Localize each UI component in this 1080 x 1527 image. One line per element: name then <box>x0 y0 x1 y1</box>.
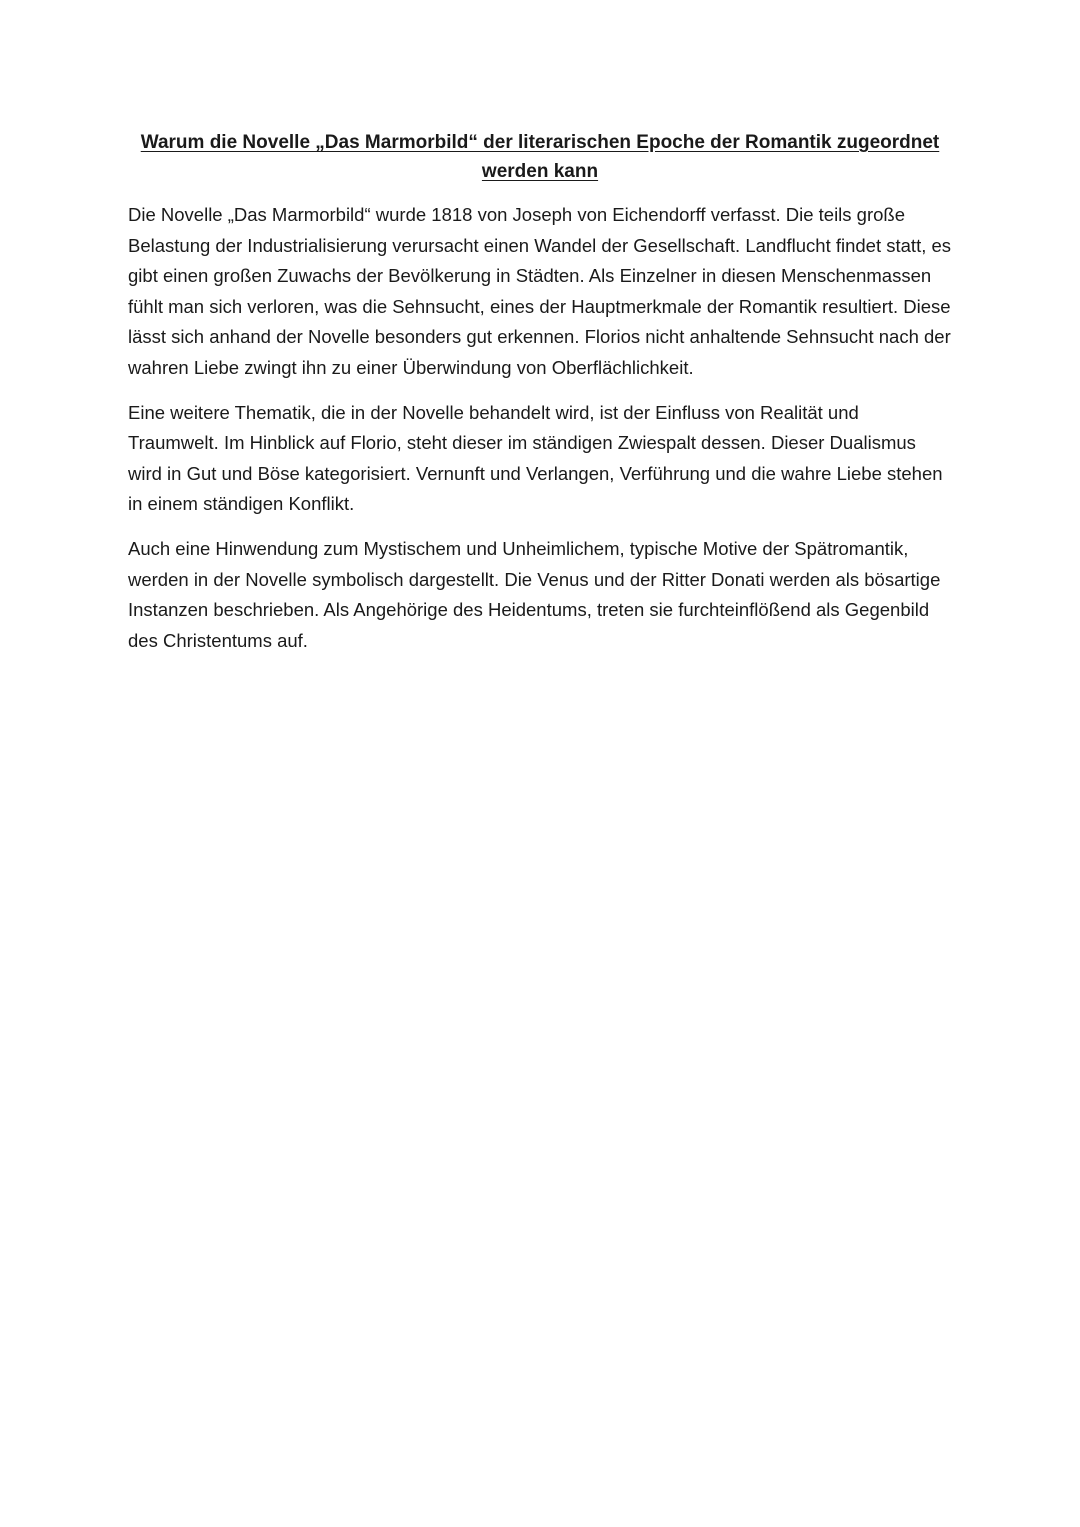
document-body <box>128 200 952 670</box>
paragraph-3: Auch eine Hinwendung zum Mystischem und Unheimlichem, typische Motive der Spätromantik, werden in der Novelle symbolisch dargestellt. Die Venus und der Ritter Donati werden als bösartige Instanzen beschrieben. Als Angehörige des Heidentums, treten sie furchteinflößend als Gegenbild des Christentums auf. <box>128 537 941 651</box>
paragraph-2: Eine weitere Thematik, die in der Novelle behandelt wird, ist der Einfluss von Realität und Traumwelt. Im Hinblick auf Florio, steht dieser im ständigen Zwiespalt dessen. Dieser Dualismus wird in Gut und Böse kategorisiert. Vernunft und Verlangen, Verführung und die wahre Liebe stehen in einem ständigen Konflikt. <box>128 401 943 515</box>
paragraph-1: Die Novelle „Das Marmorbild“ wurde 1818 von Joseph von Eichendorff verfasst. Die teils große Belastung der Industrialisierung verursacht einen Wandel der Gesellschaft. Landflucht findet statt, es gibt einen großen Zuwachs der Bevölkerung in Städten. Als Einzelner in diesen Menschenmassen fühlt man sich verloren, was die Sehnsucht, eines der Hauptmerkmale der Romantik resultiert. Diese lässt sich anhand der Novelle besonders gut erkennen. Florios nicht anhaltende Sehnsucht nach der wahren Liebe zwingt ihn zu einer Überwindung von Oberflächlichkeit. <box>128 204 952 378</box>
document-title: Warum die Novelle „Das Marmorbild“ der literarischen Epoche der Romantik zugeordnet werden kann <box>140 132 940 182</box>
